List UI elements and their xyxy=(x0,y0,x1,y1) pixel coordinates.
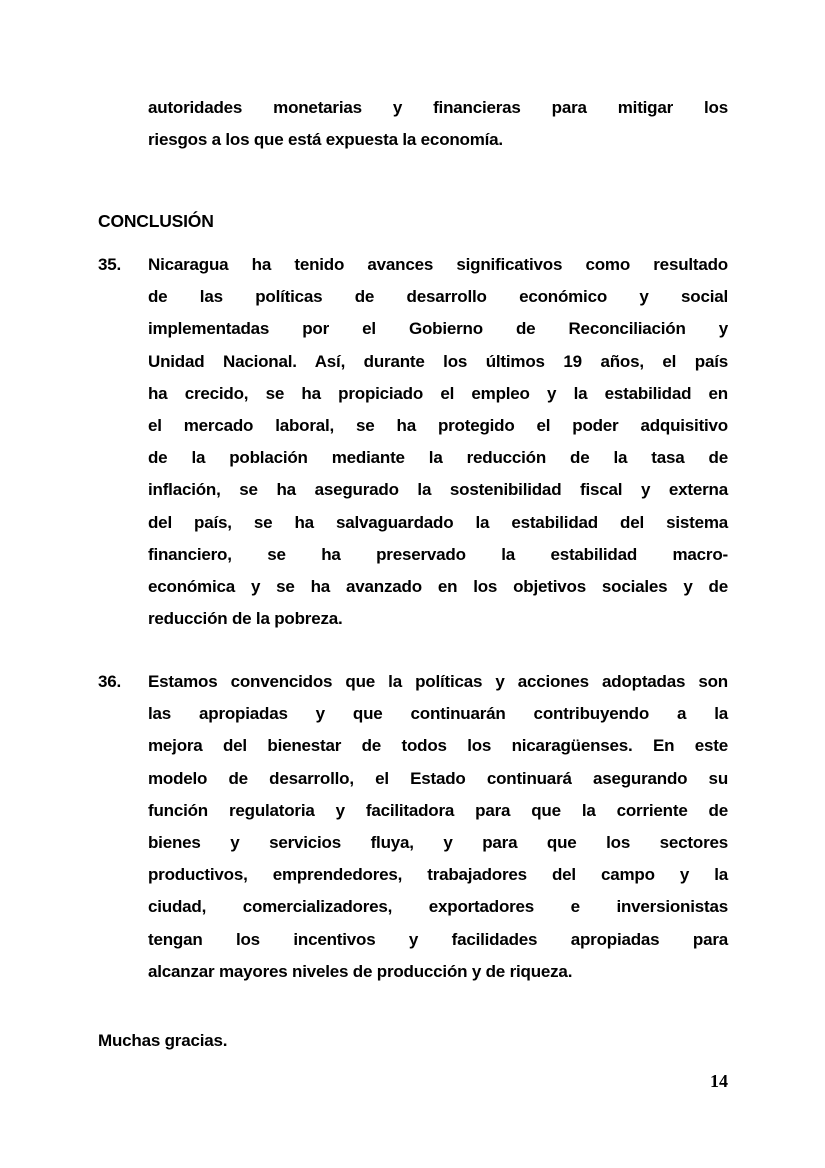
paragraph-continuation xyxy=(148,92,728,156)
paragraph-36-body xyxy=(148,666,728,988)
text-line: función regulatoria y facilitadora para que la corriente de xyxy=(148,800,728,820)
text-line: financiero, se ha preservado la estabilidad macro- xyxy=(148,544,728,564)
text-line: tengan los incentivos y facilidades apropiadas para xyxy=(148,929,728,949)
text-line: inflación, se ha asegurado la sostenibilidad fiscal y externa xyxy=(148,480,728,500)
text-line: alcanzar mayores niveles de producción y de riqueza. xyxy=(148,961,573,981)
text-line: ciudad, comercializadores, exportadores e inversionistas xyxy=(148,897,728,917)
text-line: económica y se ha avanzado en los objetivos sociales y de xyxy=(148,577,728,597)
text-line: ha crecido, se ha propiciado el empleo y la estabilidad en xyxy=(148,383,728,403)
text-line: productivos, emprendedores, trabajadores del campo y la xyxy=(148,865,728,885)
text-line: autoridades monetarias y financieras para mitigar los xyxy=(148,98,728,117)
text-line: Unidad Nacional. Así, durante los últimos 19 años, el país xyxy=(148,351,728,371)
text-line: de las políticas de desarrollo económico y social xyxy=(148,287,728,307)
section-heading-conclusion: CONCLUSIÓN xyxy=(98,211,214,231)
paragraph-number: 35. xyxy=(98,255,122,274)
paragraph-35-body xyxy=(148,249,728,635)
text-line: implementadas por el Gobierno de Reconciliación y xyxy=(148,319,728,339)
text-line: bienes y servicios fluya, y para que los sectores xyxy=(148,833,728,853)
paragraph-number: 36. xyxy=(98,672,122,691)
page-number: 14 xyxy=(710,1071,728,1091)
text-line: de la población mediante la reducción de la tasa de xyxy=(148,448,728,468)
text-line: reducción de la pobreza. xyxy=(148,609,343,629)
text-line: el mercado laboral, se ha protegido el poder adquisitivo xyxy=(148,416,728,436)
text-line: Nicaragua ha tenido avances significativos como resultado xyxy=(148,255,728,274)
paragraph-35 xyxy=(98,249,728,635)
closing-text: Muchas gracias. xyxy=(98,1031,228,1050)
text-line: mejora del bienestar de todos los nicaragüenses. En este xyxy=(148,736,728,756)
text-line: Estamos convencidos que la políticas y acciones adoptadas son xyxy=(148,672,728,691)
text-line: las apropiadas y que continuarán contribuyendo a la xyxy=(148,704,728,724)
text-line: del país, se ha salvaguardado la estabilidad del sistema xyxy=(148,512,728,532)
text-line: modelo de desarrollo, el Estado continuará asegurando su xyxy=(148,768,728,788)
paragraph-36 xyxy=(98,666,728,988)
text-line: riesgos a los que está expuesta la economía. xyxy=(148,130,503,150)
